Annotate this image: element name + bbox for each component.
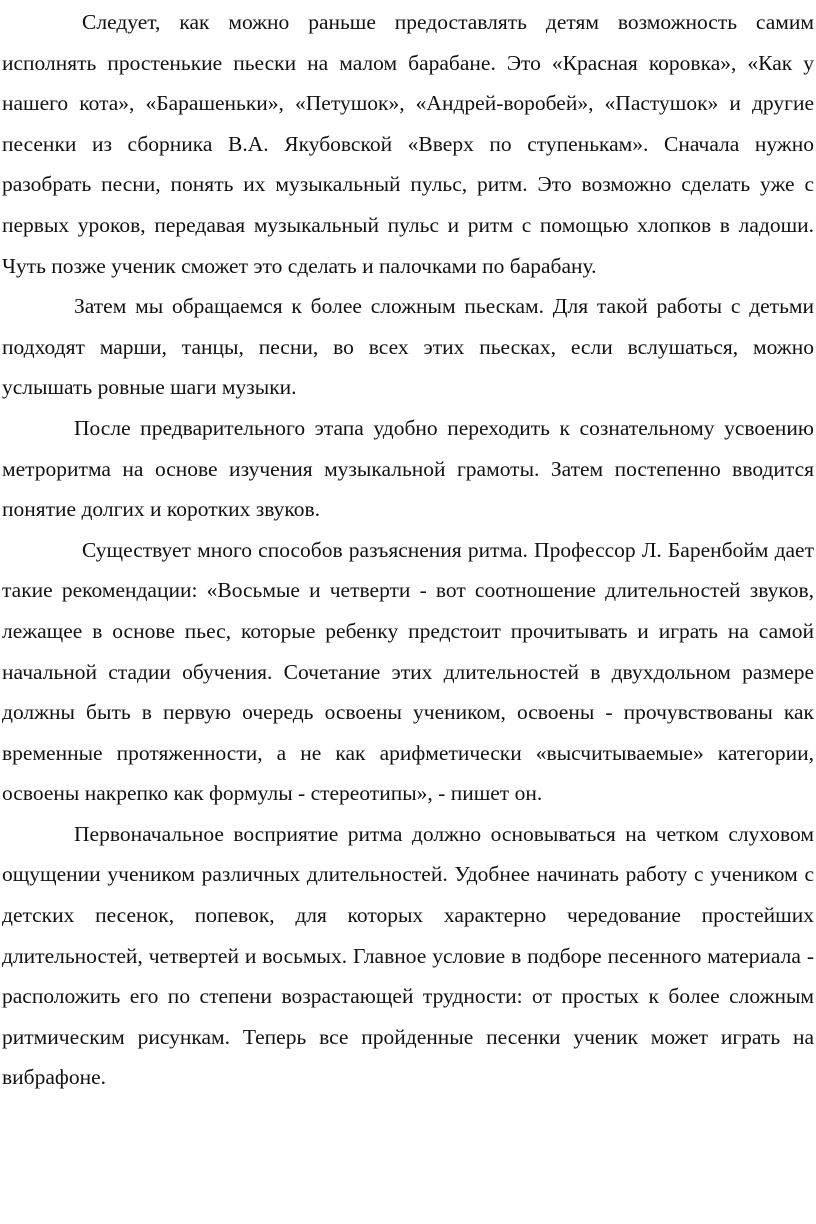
paragraph-4: Существует много способов разъяснения ритма. Профессор Л. Баренбойм дает такие рекомендации: «Восьмые и четверти - вот соотношение длительностей звуков, лежащее в основе пьес, которые ребенку предстоит прочитывать и играть на самой начальной стадии обучения. Сочетание этих длительностей в двухдольном размере должны быть в первую очередь освоены учеником, освоены - прочувствованы как временные протяженности, а не как арифметически «высчитываемые» категории, освоены накрепко как формулы - стереотипы», - пишет он. xyxy=(2,537,814,806)
paragraph-1: Следует, как можно раньше предоставлять детям возможность самим исполнять простенькие пьески на малом барабане. Это «Красная коровка», «Как у нашего кота», «Барашеньки», «Петушок», «Андрей-воробей», «Пастушок» и другие песенки из сборника В.А. Якубовской «Вверх по ступенькам». Сначала нужно разобрать песни, понять их музыкальный пульс, ритм. Это возможно сделать уже с первых уроков, передавая музыкальный пульс и ритм с помощью хлопков в ладоши. Чуть позже ученик сможет это сделать и палочками по барабану. xyxy=(2,10,814,278)
paragraph-2: Затем мы обращаемся к более сложным пьескам. Для такой работы с детьми подходят марши, танцы, песни, во всех этих пьесках, если вслушаться, можно услышать ровные шаги музыки. xyxy=(2,294,814,400)
paragraph-5: Первоначальное восприятие ритма должно основываться на четком слуховом ощущении учеником различных длительностей. Удобнее начинать работу с учеником с детских песенок, попевок, для которых характерно чередование простейших длительностей, четвертей и восьмых. Главное условие в подборе песенного материала - расположить его по степени возрастающей трудности: от простых к более сложным ритмическим рисункам. Теперь все пройденные песенки ученик может играть на вибрафоне. xyxy=(2,821,814,1090)
paragraph-3: После предварительного этапа удобно переходить к сознательному усвоению метроритма на основе изучения музыкальной грамоты. Затем постепенно вводится понятие долгих и коротких звуков. xyxy=(2,415,814,522)
